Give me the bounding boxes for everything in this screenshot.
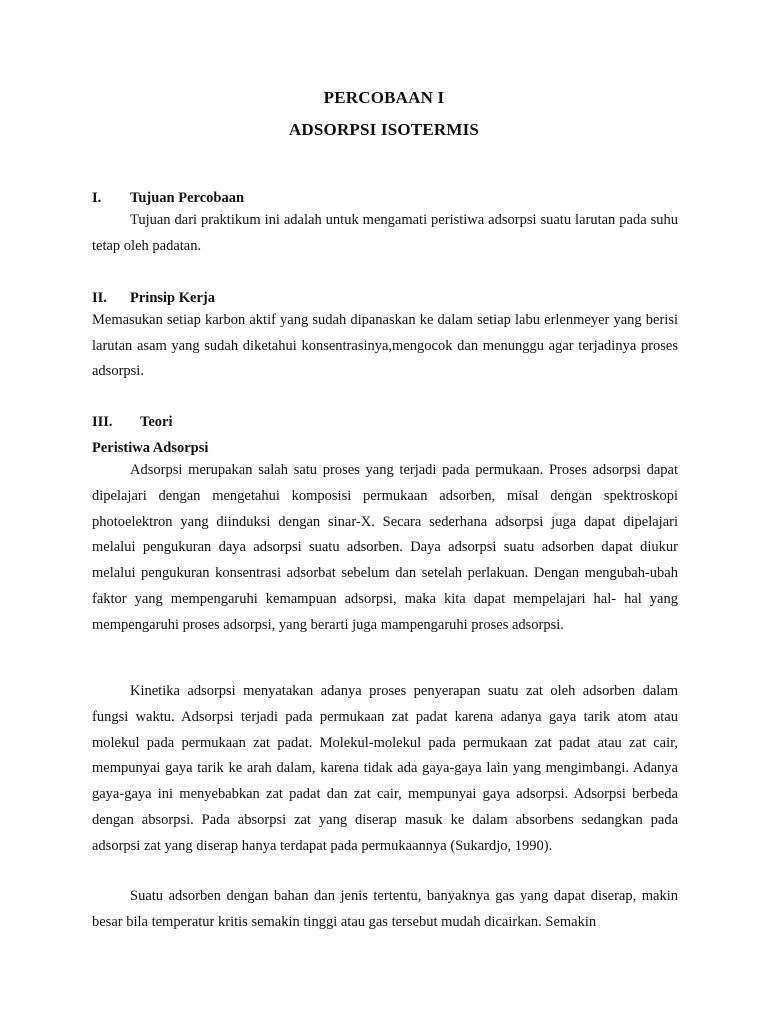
section-number-1: I. xyxy=(92,190,102,206)
theory-paragraph-2: Kinetika adsorpsi menyatakan adanya proses penyerapan suatu zat oleh adsorben dalam fungsi waktu. Adsorpsi terjadi pada permukaan zat padat karena adanya gaya tarik atom atau molekul pada permukaan zat padat. Molekul-molekul pada permukaan zat padat atau zat cair, mempunyai gaya tarik ke arah dalam, karena tidak ada gaya-gaya lain yang mengimbangi. Adanya gaya-gaya ini menyebabkan zat padat dan zat cair, mempunyai gaya adsorpsi. Adsorpsi berbeda dengan absorpsi. Pada absorpsi zat yang diserap masuk ke dalam absorbens sedangkan pada adsorpsi zat yang diserap hanya terdapat pada permukaannya (Sukardjo, 1990). xyxy=(92,683,678,854)
section-number-2: II. xyxy=(92,290,107,306)
section-text-2: Memasukan setiap karbon aktif yang sudah dipanaskan ke dalam setiap labu erlenmeyer yang berisi larutan asam yang sudah diketahui konsentrasinya,mengocok dan menunggu agar terjadinya proses adsorpsi. xyxy=(92,312,678,379)
document-title-line1: PERCOBAAN I xyxy=(323,88,445,107)
section-title-3: Teori xyxy=(140,414,173,430)
theory-paragraph-1: Adsorpsi merupakan salah satu proses yang terjadi pada permukaan. Proses adsorpsi dapat dipelajari dengan mengetahui komposisi permukaan adsorben, misal dengan spektroskopi photoelektron yang diinduksi dengan sinar-X. Secara sederhana adsorpsi juga dapat dipelajari melalui pengukuran daya adsorpsi suatu adsorben. Daya adsorpsi suatu adsorben dapat diukur melalui pengukuran konsentrasi adsorbat sebelum dan setelah perlakuan. Dengan mengubah-ubah faktor yang mempengaruhi kemampuan adsorpsi, maka kita dapat mempelajari hal- hal yang mempengaruhi proses adsorpsi, yang berarti juga mampengaruhi proses adsorpsi. xyxy=(92,462,678,633)
section-title-1: Tujuan Percobaan xyxy=(130,190,245,206)
section-text-1: Tujuan dari praktikum ini adalah untuk mengamati peristiwa adsorpsi suatu larutan pada suhu tetap oleh padatan. xyxy=(92,212,678,254)
theory-paragraph-3: Suatu adsorben dengan bahan dan jenis tertentu, banyaknya gas yang dapat diserap, makin besar bila temperatur kritis semakin tinggi atau gas tersebut mudah dicairkan. Semakin xyxy=(92,888,678,930)
section-title-2: Prinsip Kerja xyxy=(130,290,215,306)
section-heading-3 xyxy=(92,412,173,432)
section-subheading-3: Peristiwa Adsorpsi xyxy=(92,440,209,456)
section-number-3: III. xyxy=(92,414,113,430)
section-heading-2 xyxy=(92,288,215,308)
document-title-line2: ADSORPSI ISOTERMIS xyxy=(288,120,480,139)
section-heading-1 xyxy=(92,188,245,208)
